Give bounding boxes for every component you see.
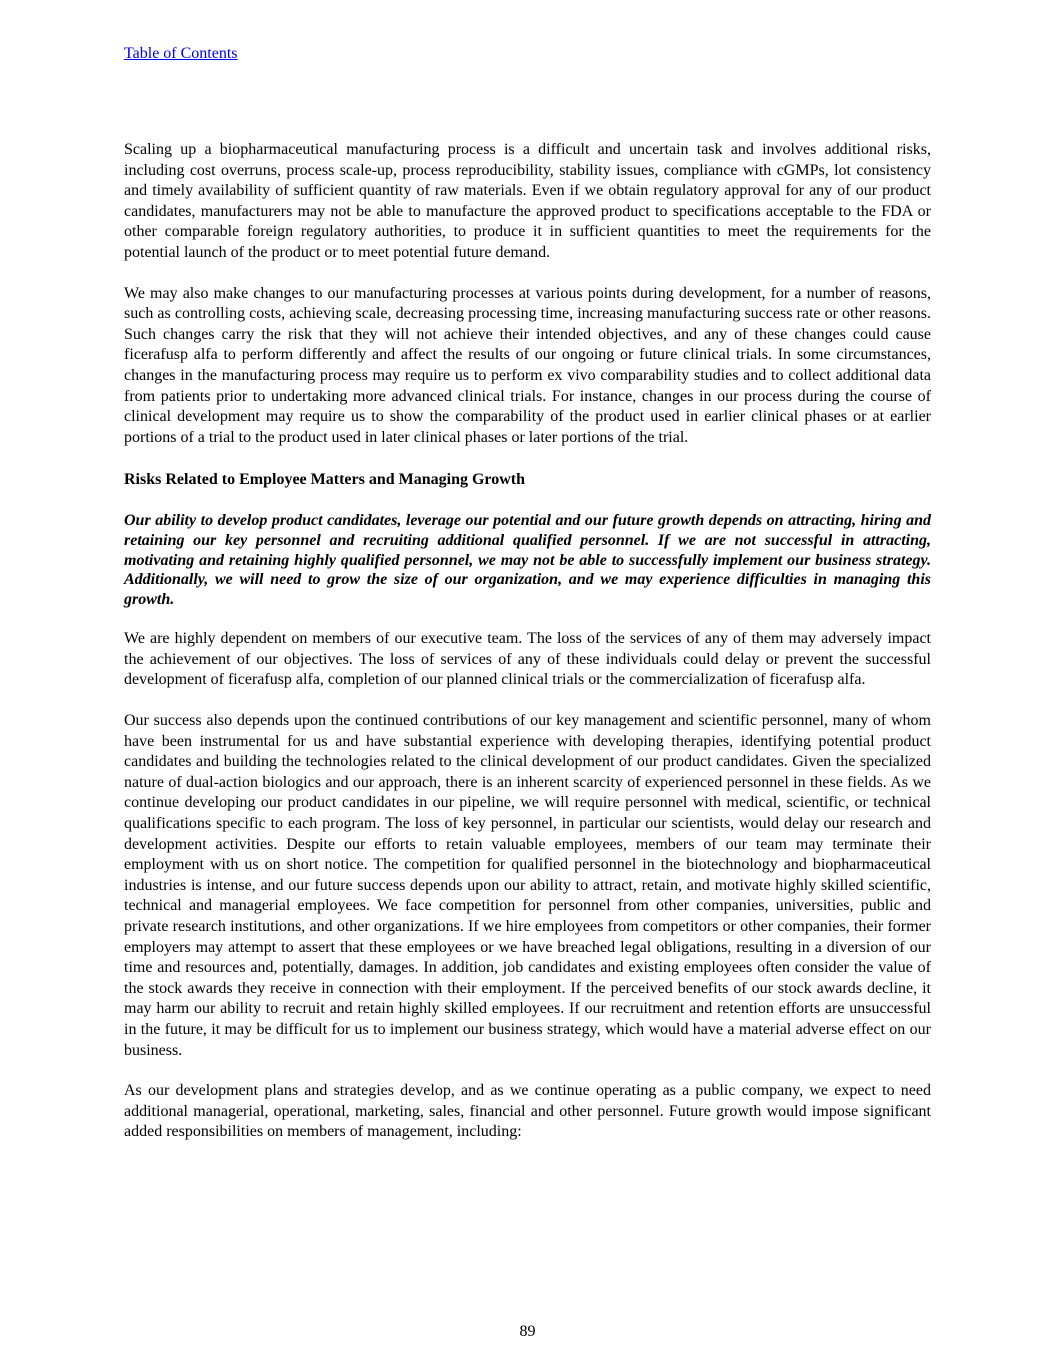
paragraph-future-growth: As our development plans and strategies develop, and as we continue operating as a public company, we expect to need additional managerial, operational, marketing, sales, financial and other personnel. Future growth would impose significant added responsibilities on members of management, including:	[124, 1082, 931, 1141]
risk-factor-summary: Our ability to develop product candidates, leverage our potential and our future growth depends on attracting, hiring and retaining our key personnel and recruiting additional qualified personnel. If we are not successful in attracting, motivating and retaining highly qualified personnel, we may not be able to successfully implement our business strategy. Additionally, we will need to grow the size of our organization, and we may experience difficulties in managing this growth.	[124, 512, 931, 608]
paragraph-manufacturing-changes: We may also make changes to our manufacturing processes at various points during development, for a number of reasons, such as controlling costs, achieving scale, decreasing processing time, increasing manufacturing success rate or other reasons. Such changes carry the risk that they will not achieve their intended objectives, and any of these changes could cause ficerafusp alfa to perform differently and affect the results of our ongoing or future clinical trials. In some circumstances, changes in the manufacturing process may require us to perform ex vivo comparability studies and to collect additional data from patients prior to undertaking more advanced clinical trials. For instance, changes in our process during the course of clinical development may require us to show the comparability of the product used in earlier clinical phases or at earlier portions of a trial to the product used in later clinical phases or later portions of the trial.	[124, 284, 931, 446]
table-of-contents-link[interactable]: Table of Contents	[124, 45, 238, 62]
paragraph-key-personnel: Our success also depends upon the continued contributions of our key management and scientific personnel, many of whom have been instrumental for us and have substantial experience with developing therapies, identifying potential product candidates and building the technologies related to the clinical development of our product candidates. Given the specialized nature of dual-action biologics and our approach, there is an inherent scarcity of experienced personnel in these fields. As we continue developing our product candidates in our pipeline, we will require personnel with medical, scientific, or technical qualifications specific to each program. The loss of key personnel, in particular our scientists, would delay our research and development activities. Despite our efforts to retain valuable employees, members of our team may terminate their employment with us on short notice. The competition for qualified personnel in the biotechnology and biopharmaceutical industries is intense, and our future success depends upon our ability to attract, retain, and motivate highly skilled scientific, technical and managerial employees. We face competition for personnel from other companies, universities, public and private research institutions, and other organizations. If we hire employees from competitors or other companies, their former employers may attempt to assert that these employees or we have breached legal obligations, resulting in a diversion of our time and resources and, potentially, damages. In addition, job candidates and existing employees often consider the value of the stock awards they receive in connection with their employment. If the perceived benefits of our stock awards decline, it may harm our ability to recruit and retain highly skilled employees. If our recruitment and retention efforts are unsuccessful in the future, it may be difficult for us to implement our business strategy, which would have a material adverse effect on our business.	[124, 712, 931, 1059]
section-heading: Risks Related to Employee Matters and Managing Growth	[124, 471, 526, 489]
document-body	[124, 140, 931, 1143]
page-number: 89	[519, 1323, 536, 1340]
paragraph-executive-team: We are highly dependent on members of our executive team. The loss of the services of any of them may adversely impact the achievement of our objectives. The loss of services of any of these individuals could delay or prevent the successful development of ficerafusp alfa, completion of our planned clinical trials or the commercialization of ficerafusp alfa.	[124, 630, 931, 689]
paragraph-manufacturing-scale-up: Scaling up a biopharmaceutical manufacturing process is a difficult and uncertain task and involves additional risks, including cost overruns, process scale-up, process reproducibility, stability issues, compliance with cGMPs, lot consistency and timely availability of sufficient quantity of raw materials. Even if we obtain regulatory approval for any of our product candidates, manufacturers may not be able to manufacture the approved product to specifications acceptable to the FDA or other comparable foreign regulatory authorities, to produce it in sufficient quantities to meet the requirements for the potential launch of the product or to meet potential future demand.	[124, 141, 931, 261]
